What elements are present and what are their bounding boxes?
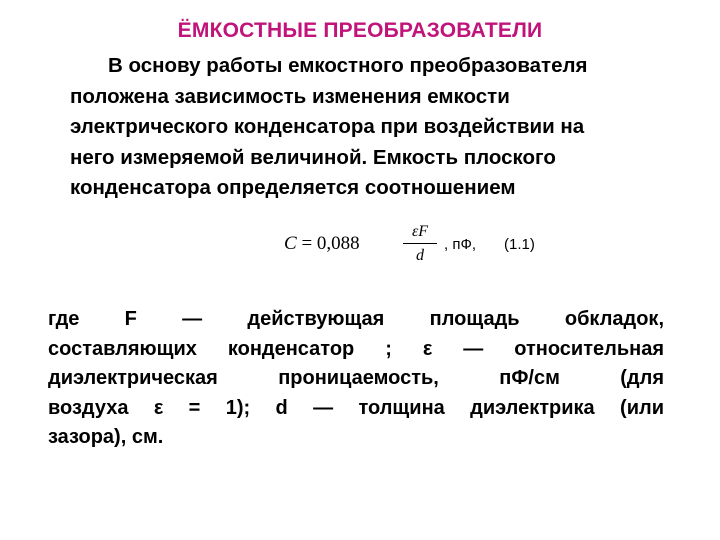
formula-lhs	[284, 233, 360, 255]
intro-line: В основу работы емкостного преобразователя	[108, 54, 588, 77]
definition-line: где F — действующая площадь обкладок,	[48, 308, 664, 330]
definition-line: составляющих конденсатор ; ε — относительная	[48, 337, 664, 360]
definitions-paragraph	[48, 305, 664, 453]
intro-paragraph	[70, 51, 690, 204]
intro-line: него измеряемой величиной. Емкость плоского	[70, 145, 556, 169]
formula-fraction	[403, 222, 437, 266]
intro-line: конденсатора определяется соотношением	[70, 176, 516, 199]
fraction-bar	[403, 243, 437, 244]
slide-title: ЁМКОСТНЫЕ ПРЕОБРАЗОВАТЕЛИ	[177, 19, 543, 42]
definition-line: диэлектрическая проницаемость, пФ/см (для	[48, 367, 664, 389]
formula-denominator: d	[416, 247, 424, 265]
formula-coefficient: = 0,088	[296, 233, 360, 254]
formula-number: (1.1)	[504, 236, 535, 253]
formula-unit: , пФ,	[444, 236, 477, 253]
definition-line: зазора), см.	[48, 426, 164, 448]
formula-numerator: εF	[411, 223, 429, 240]
formula-variable-c: C	[284, 233, 297, 254]
capacitance-formula	[284, 222, 564, 274]
definition-line: воздуха ε = 1); d — толщина диэлектрика (или	[48, 396, 664, 419]
intro-line: положена зависимость изменения емкости	[70, 84, 510, 108]
intro-line: электрического конденсатора при воздействии на	[70, 115, 585, 138]
